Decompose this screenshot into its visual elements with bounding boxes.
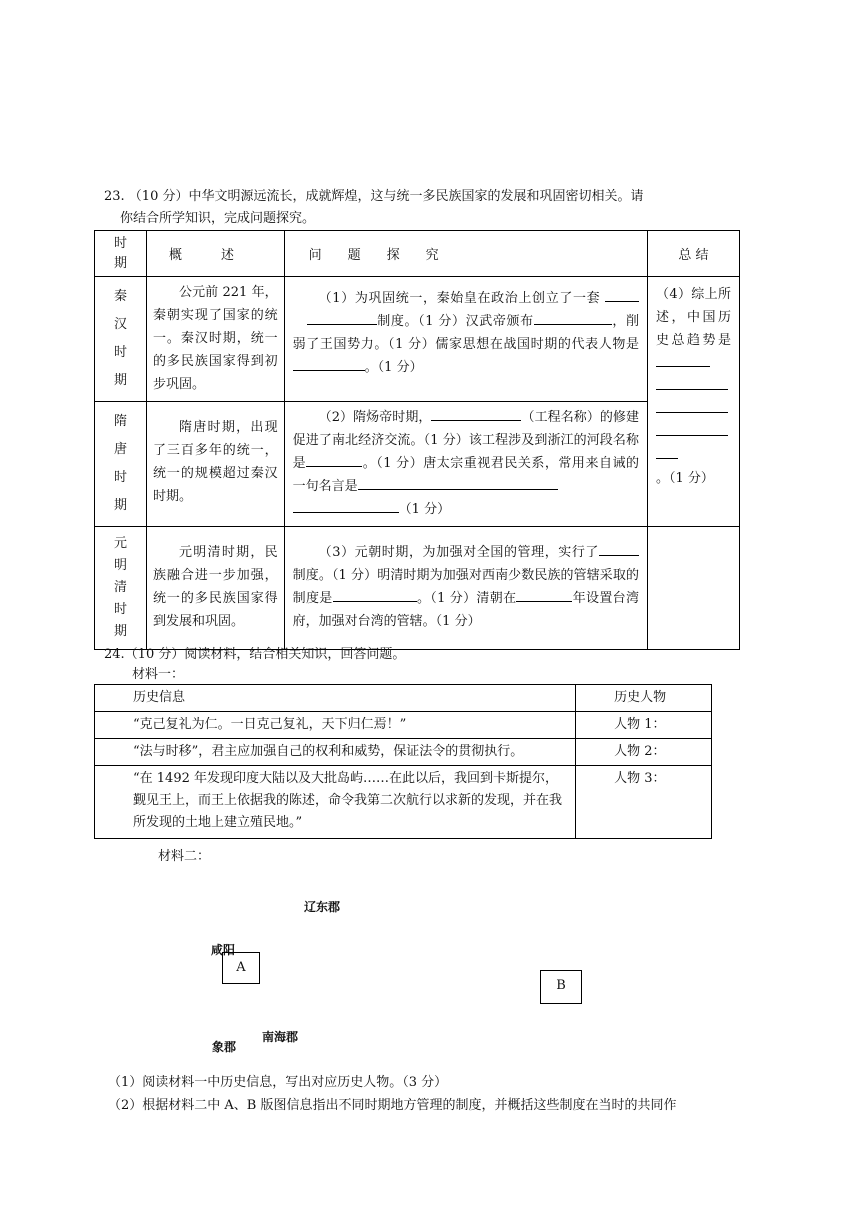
inquiry-text: 制度。（1 分）明清时期为加强对西南少数民族的管辖采取的制度是 bbox=[292, 568, 639, 606]
inquiry-text: 。（1 分）唐太宗重视君民关系，常用来自诫的一句名言是 bbox=[292, 456, 639, 494]
inquiry-text: 。（1 分） bbox=[364, 360, 423, 375]
q24-sub1: （1）阅读材料一中历史信息，写出对应历史人物。（3 分） bbox=[108, 1075, 448, 1090]
period-cell: 秦汉时期 bbox=[95, 277, 147, 402]
q23-row-yuanmingqing bbox=[95, 527, 740, 650]
inquiry-cell bbox=[284, 277, 647, 402]
answer-blank[interactable] bbox=[516, 587, 572, 602]
header-period: 时期 bbox=[95, 231, 147, 277]
inquiry-cell bbox=[284, 527, 647, 650]
info-cell: “克己复礼为仁。一日克己复礼，天下归仁焉！” bbox=[95, 712, 576, 739]
map-box-b: B bbox=[540, 970, 582, 1004]
header-info: 历史信息 bbox=[95, 685, 576, 712]
answer-blank[interactable] bbox=[293, 498, 399, 513]
header-inquiry: 问 题 探 究 bbox=[284, 231, 647, 277]
answer-blank[interactable] bbox=[307, 310, 377, 325]
q24-table bbox=[94, 684, 712, 839]
inquiry-text: ，削弱了王国势力。（1 分）儒家思想在战国时期的代表人物是 bbox=[292, 314, 639, 352]
period-cell: 隋唐时期 bbox=[95, 402, 147, 527]
inquiry-text: 。（1 分）清朝在 bbox=[416, 591, 517, 606]
material2-label: 材料二： bbox=[158, 849, 211, 864]
map-box-a: A bbox=[222, 952, 260, 984]
inquiry-text: 制度。（1 分）汉武帝颁布 bbox=[376, 314, 534, 329]
q23-header-row bbox=[95, 231, 740, 277]
overview-cell: 元明清时期，民族融合进一步加强，统一的多民族国家得到发展和巩固。 bbox=[146, 527, 284, 650]
inquiry-text: 年设置台湾府，加强对台湾的管辖。（1 分） bbox=[292, 591, 639, 629]
q23-table bbox=[94, 230, 740, 650]
map-label-liaodong: 辽东郡 bbox=[304, 900, 341, 914]
answer-blank[interactable] bbox=[656, 421, 728, 436]
answer-blank[interactable] bbox=[358, 475, 558, 490]
answer-blank[interactable] bbox=[656, 398, 728, 413]
summary-empty-cell bbox=[648, 527, 740, 650]
inquiry-text: （工程名称）的修建促进了南北经济交流。（1 分）该工程涉及到浙江的河段名称是 bbox=[292, 410, 639, 471]
q24-header-row bbox=[95, 685, 712, 712]
inquiry-text: （1）为巩固统一，秦始皇在政治上创立了一套 bbox=[318, 291, 601, 306]
person-cell: 人物 2： bbox=[576, 739, 712, 766]
answer-blank[interactable] bbox=[534, 310, 612, 325]
inquiry-text: （3）元朝时期，为加强对全国的管理，实行了 bbox=[318, 545, 599, 560]
answer-blank[interactable] bbox=[431, 406, 521, 421]
header-summary: 总 结 bbox=[648, 231, 740, 277]
q24-row bbox=[95, 766, 712, 839]
overview-cell: 公元前 221 年，秦朝实现了国家的统一。秦汉时期，统一的多民族国家得到初步巩固。 bbox=[146, 277, 284, 402]
header-person: 历史人物 bbox=[576, 685, 712, 712]
answer-blank[interactable] bbox=[656, 375, 728, 390]
header-overview: 概 述 bbox=[146, 231, 284, 277]
summary-cell bbox=[648, 277, 740, 527]
info-cell: “法与时移”，君主应加强自己的权利和威势，保证法令的贯彻执行。 bbox=[95, 739, 576, 766]
summary-text: 。（1 分） bbox=[656, 471, 714, 486]
answer-blank[interactable] bbox=[333, 587, 417, 602]
answer-blank[interactable] bbox=[656, 444, 678, 459]
answer-blank[interactable] bbox=[306, 452, 362, 467]
inquiry-cell bbox=[284, 402, 647, 527]
inquiry-text: （1 分） bbox=[398, 502, 451, 517]
period-cell: 元明清时期 bbox=[95, 527, 147, 650]
map-label-xianyang: 咸阳 bbox=[211, 943, 236, 957]
q23-row-suitang bbox=[95, 402, 740, 527]
summary-text: （4）综上所述，中国历史总趋势是 bbox=[656, 287, 731, 348]
inquiry-text: （2）隋炀帝时期， bbox=[318, 410, 432, 425]
q24-sub2: （2）根据材料二中 A、B 版图信息指出不同时期地方管理的制度，并概括这些制度在当时的共同作 bbox=[108, 1098, 677, 1113]
info-cell: “在 1492 年发现印度大陆以及大批岛屿……在此以后，我回到卡斯提尔，觐见王上，而王上依据我的陈述，命令我第二次航行以求新的发现，并在我所发现的土地上建立殖民地。” bbox=[95, 766, 576, 839]
answer-blank[interactable] bbox=[656, 352, 710, 367]
person-cell: 人物 1： bbox=[576, 712, 712, 739]
q23-intro-line2: 你结合所学知识，完成问题探究。 bbox=[120, 211, 316, 226]
material1-label: 材料一： bbox=[132, 667, 185, 682]
answer-blank[interactable] bbox=[293, 356, 365, 371]
overview-cell: 隋唐时期，出现了三百多年的统一，统一的规模超过秦汉时期。 bbox=[146, 402, 284, 527]
person-cell: 人物 3： bbox=[576, 766, 712, 839]
answer-blank[interactable] bbox=[599, 541, 639, 556]
map-label-xiangjun: 象郡 bbox=[212, 1040, 237, 1054]
answer-blank[interactable] bbox=[605, 287, 639, 302]
q23-row-qinhan bbox=[95, 277, 740, 402]
q24-row bbox=[95, 739, 712, 766]
map-label-nanhai: 南海郡 bbox=[262, 1030, 299, 1044]
q24-intro: 24.（10 分）阅读材料，结合相关知识，回答问题。 bbox=[104, 647, 406, 662]
q23-intro-line1: 23. （10 分）中华文明源远流长，成就辉煌，这与统一多民族国家的发展和巩固密切相关。请 bbox=[104, 189, 644, 204]
q24-row bbox=[95, 712, 712, 739]
